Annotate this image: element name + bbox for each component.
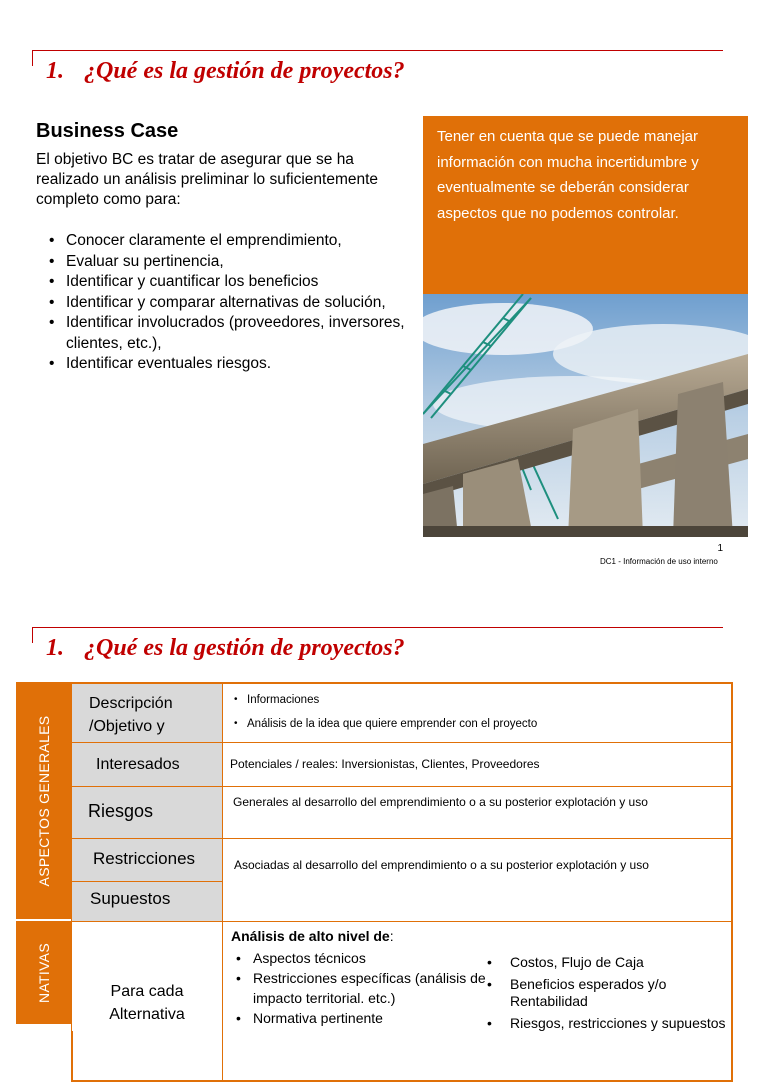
- band-label: ASPECTOS GENERALES: [35, 715, 52, 886]
- alternativa-label: Para cada Alternativa: [109, 983, 185, 1023]
- slide-title-2: [46, 635, 405, 662]
- row-text: Asociadas al desarrollo del emprendimiento o a su posterior explotación y uso: [234, 858, 649, 872]
- row-content-restricciones: [223, 838, 731, 921]
- business-case-intro: El objetivo BC es tratar de asegurar que se ha realizado un análisis preliminar lo suficientemente completo como para:: [36, 151, 379, 208]
- list-item: • Riesgos, restricciones y supuestos: [487, 1015, 737, 1032]
- row-label-text: Descripción /Objetivo y: [89, 695, 173, 735]
- business-case-bullets: [36, 231, 421, 375]
- bullet-item: • Identificar involucrados (proveedores, inversores, clientes, etc.),: [36, 313, 421, 354]
- row-content-riesgos: [223, 786, 731, 838]
- row-label-restricciones: [72, 838, 222, 881]
- bullet-item: • Identificar y comparar alternativas de solución,: [36, 293, 421, 314]
- band-alternativas: [16, 921, 71, 1024]
- list-item: • Informaciones: [231, 692, 731, 708]
- title-rule-horizontal-2: [32, 627, 723, 628]
- list-item: • Beneficios esperados y/o Rentabilidad: [487, 976, 737, 1010]
- band-label: NATIVAS: [35, 942, 52, 1003]
- analysis-title: [231, 928, 394, 944]
- callout-text: Tener en cuenta que se puede manejar información con mucha incertidumbre y eventualmente se deberán considerar aspectos que no podemos controlar.: [437, 128, 699, 222]
- bullet-item: • Evaluar su pertinencia,: [36, 252, 421, 273]
- slide-title: [46, 58, 405, 85]
- row-label-text: Restricciones: [93, 849, 196, 868]
- list-item: • Normativa pertinente: [236, 1008, 486, 1028]
- descripcion-items: [231, 692, 731, 732]
- title-text: ¿Qué es la gestión de proyectos?: [84, 58, 405, 84]
- business-case-heading: Business Case: [36, 120, 179, 142]
- list-item: • Costos, Flujo de Caja: [487, 954, 737, 971]
- bridge-construction-photo: [423, 294, 748, 537]
- analysis-right-list: [487, 954, 737, 1037]
- list-item: • Aspectos técnicos: [236, 948, 486, 968]
- title-rule-vertical-2: [32, 627, 33, 643]
- row-label-riesgos: [72, 786, 222, 838]
- analysis-title-colon: :: [389, 928, 394, 944]
- list-item: • Análisis de la idea que quiere emprender con el proyecto: [231, 716, 731, 732]
- bullet-item: • Identificar eventuales riesgos.: [36, 354, 421, 375]
- title-number: 1.: [46, 58, 64, 84]
- title-text: ¿Qué es la gestión de proyectos?: [84, 635, 405, 661]
- bullet-item: • Conocer claramente el emprendimiento,: [36, 231, 421, 252]
- row-label-text: Supuestos: [90, 889, 171, 908]
- title-number: 1.: [46, 635, 64, 661]
- row-label-interesados: [72, 742, 222, 786]
- bullet-item: • Identificar y cuantificar los beneficios: [36, 272, 421, 293]
- column-separator: [222, 682, 223, 1082]
- row-label-descripcion: [72, 684, 222, 742]
- title-rule-horizontal: [32, 50, 723, 51]
- analysis-left-list: [236, 948, 486, 1028]
- band-aspectos-generales: [16, 682, 71, 919]
- callout-box: [423, 116, 748, 294]
- row-text: Generales al desarrollo del emprendimiento o a su posterior explotación y uso: [233, 795, 648, 809]
- row-label-text: Riesgos: [88, 801, 154, 821]
- row-text: Potenciales / reales: Inversionistas, Clientes, Proveedores: [230, 757, 540, 771]
- row-label-supuestos: [72, 881, 222, 921]
- analysis-title-bold: Análisis de alto nivel de: [231, 928, 390, 944]
- page-number: 1: [717, 543, 723, 554]
- row-content-descripcion: [223, 684, 731, 742]
- footer-note: DC1 - Información de uso interno: [600, 557, 718, 566]
- row-content-interesados: [223, 742, 731, 786]
- title-rule-vertical: [32, 50, 33, 66]
- row-label-text: Interesados: [96, 756, 180, 773]
- list-item: • Restricciones específicas (análisis de impacto territorial. etc.): [236, 968, 486, 1008]
